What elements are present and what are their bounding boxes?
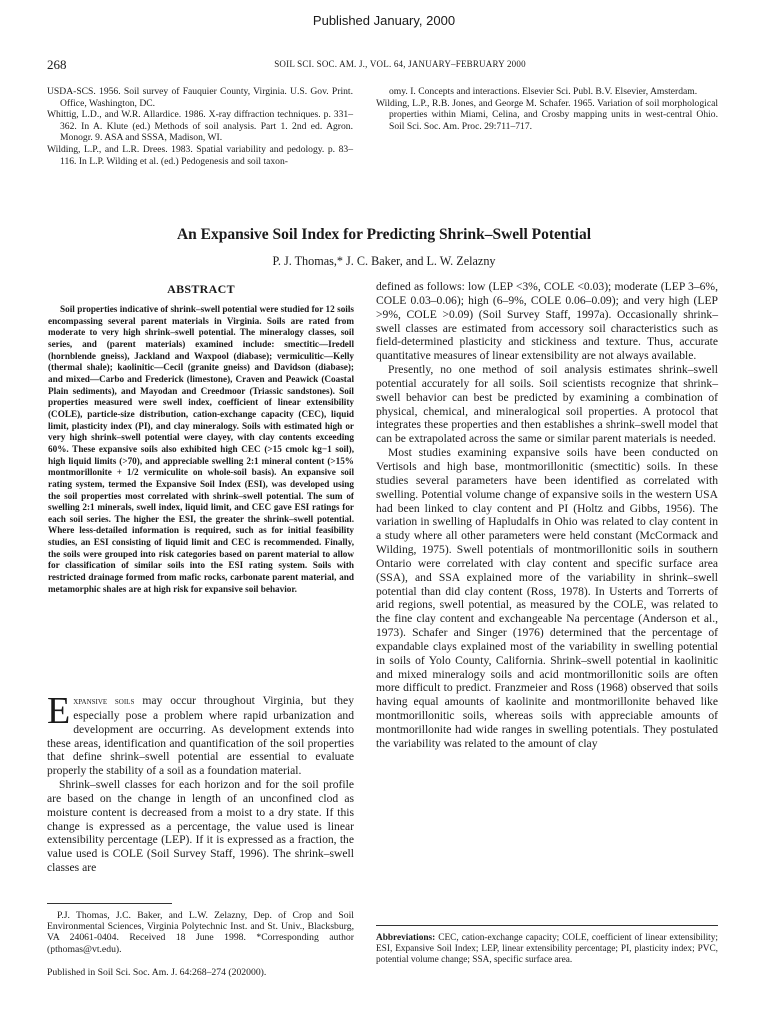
drop-cap: E: [47, 690, 71, 732]
body-paragraph: Most studies examining expansive soils have been conducted on Vertisols and high base, montmorillonitic (smectitic) soils. In these studies several parameters have been identified as correlated with swelling. Potential volume change of expansive soils in the western USA had been linked to clay content and PI (Holtz and Gibbs, 1956). The variation in swelling of Hapludalfs in Ohio was related to clay content in a study where all other parameters were held constant (McCormack and Wilding, 1975). Swell potentials of montmorillonitic soils in southern Ontario were correlated with clay content and specific surface area (SSA), and SSA explained more of the variability in shrink–swell potential than did clay content (Ross, 1978). In Usterts and Torrerts of arid regions, swell potential, as measured by the COLE, was related to the fine clay content and exchangeable Na percentage (Anderson et al., 1973). Schafer and Singer (1976) determined that the percentage of expandable clays explained most of the variability in swelling potential in soils of Yolo County, California. Shrink–swell potential in kaolinitic and mixed mineralogy soils and acid montmorillonitic soils are often more difficult to predict. Franzmeier and Ross (1968) observed that soils having equal amounts of kaolinite and montmorillonite behaved like montmorillonitic soils, whereas soils with appreciable amounts of montmorillonite had wide ranges in swelling potentials. They postulated the variability was related to the amount of clay: [376, 446, 718, 750]
abstract-text: Soil properties indicative of shrink–swell potential were studied for 12 soils encompassing several parent materials in Virginia. Soils are rated from moderate to very high shrink–swell potential. The mineralogy classes, soil series, and (parent materials) examined include: smectitic—Iredell (hornblende gneiss), Jackland and Waxpool (diabase); vermiculitic—Kelly (thermal shale); kaolinitic—Cecil (granite gneiss) and Davidson (diabase); and mixed—Carbo and Frederick (limestone), Craven and Peawick (Coastal Plain sediments), and Mayodan and Creedmoor (Triassic sandstones). Soil properties measured were swell index, coefficient of linear extensibility (COLE), particle-size distribution, cation-exchange capacity (CEC), liquid limit, plasticity index (PI), and clay mineralogy. Soils with estimated high or very high shrink–swell potential were clayey, with clay contents exceeding 60%. These expansive soils also exhibited high CEC (>15 cmolc kg−1 soil), high liquid limits (>70), and appreciable swelling 2:1 mineral content (>15% montmorillonite + 1/2 vermiculite on whole-soil basis). An expansive soil rating system, termed the Expansive Soil Index (ESI), was developed using the soil properties most correlated with shrink–swell potential. The sum of swelling 2:1 minerals, swell index, liquid limit, and CEC gave ESI ratings for each soil series. The higher the ESI, the greater the shrink–swell potential. Where less-detailed information is required, such as for initial feasibility studies, an ESI consisting of liquid limit and CEC is recommended. Finally, the soils were grouped into risk categories based on parent material to allow for classification of similar soils into the ESI rating system. Soils with restricted drainage formed from mafic rocks, carbonate parent material, and metamorphic shales are at high risk for expansive soil behavior.: [48, 304, 354, 594]
introduction-right-column: [376, 280, 718, 751]
intro-text: may occur throughout Virginia, but they especially pose a problem where rapid urbanization and development are occurring. As development extends into these areas, identification and quantification of the soil properties that define shrink–swell potential are essential to evaluate properly the stability of a soil as a foundation material.: [47, 694, 354, 778]
footnote-divider: [47, 903, 172, 904]
running-head: SOIL SCI. SOC. AM. J., VOL. 64, JANUARY–FEBRUARY 2000: [274, 59, 526, 69]
abbreviations-text: CEC, cation-exchange capacity; COLE, coefficient of linear extensibility; ESI, Expansive Soil Index; LEP, linear extensibility percentage; PI, plasticity index; PVC, potential volume change; SSA, specific surface area.: [376, 933, 718, 965]
page-number: 268: [47, 57, 67, 72]
author-affiliation: P.J. Thomas, J.C. Baker, and L.W. Zelazny, Dep. of Crop and Soil Environmental Sciences, Virginia Polytechnic Inst. and St. Univ., Blacksburg, VA 24061-0404. Received 18 June 1998. *Corresponding author (pthomas@vt.edu).: [47, 910, 354, 955]
body-paragraph: defined as follows: low (LEP <3%, COLE <0.03); moderate (LEP 3–6%, COLE 0.03–0.06); high (6–9%, COLE 0.06–0.09); and very high (LEP >9%, COLE >0.09) (Soil Survey Staff, 1997a). Occasionally shrink–swell classes are estimated from accessory soil characteristics such as field-determined plasticity and stickiness and texture. Thus, accurate quantitative measures of linear extensibility are not always available.: [376, 280, 718, 363]
body-paragraph: Presently, no one method of soil analysis estimates shrink–swell potential accurately for all soils. Soil scientists recognize that shrink–swell behavior can best be predicted by examining a combination of physical, chemical, and mineralogical soil properties. A protocol that integrates these properties and then establishes a shrink–swell model that can be extrapolated across the same or similar parent materials is needed.: [376, 363, 718, 446]
references-left-column: [47, 86, 353, 167]
introduction-left-column: [47, 690, 354, 875]
article-authors: P. J. Thomas,* J. C. Baker, and L. W. Zelazny: [272, 254, 496, 268]
reference-entry-continued: omy. I. Concepts and interactions. Elsevier Sci. Publ. B.V. Elsevier, Amsterdam.: [389, 86, 698, 97]
references-right-column: [376, 86, 718, 132]
abbreviations-divider: [376, 925, 718, 926]
intro-paragraph: [47, 690, 354, 778]
published-date: Published January, 2000: [312, 13, 456, 28]
intro-paragraph: Shrink–swell classes for each horizon and for the soil profile are based on the change in length of an unconfined clod as moisture content is decreased from a moist to a dry state. If this change is expressed as a percentage, the value used is linear extensibility percentage (LEP). If it is expressed as a fraction, the value used is COLE (Soil Survey Staff, 1996). The shrink–swell classes are: [47, 778, 354, 875]
abbreviations-note: [376, 933, 718, 966]
abstract-heading: ABSTRACT: [167, 282, 235, 296]
abbreviations-label: Abbreviations:: [376, 933, 436, 943]
reference-entry: Whittig, L.D., and W.R. Allardice. 1986. X-ray diffraction techniques. p. 331–362. In A. Klute (ed.) Methods of soil analysis. Part 1. 2nd ed. Agron. Monogr. 9. ASA and SSSA, Madison, WI.: [47, 109, 353, 144]
reference-entry: Wilding, L.P., and L.R. Drees. 1983. Spatial variability and pedology. p. 83–116. In L.P. Wilding et al. (ed.) Pedogenesis and soil taxon-: [47, 143, 353, 167]
reference-entry: USDA-SCS. 1956. Soil survey of Fauquier County, Virginia. U.S. Gov. Print. Office, Washington, DC.: [47, 86, 353, 109]
reference-entry: Wilding, L.P., R.B. Jones, and George M. Schafer. 1965. Variation of soil morphological properties within Miami, Celina, and Crosby mapping units in west-central Ohio. Soil Sci. Soc. Am. Proc. 29:711–717.: [376, 97, 718, 132]
intro-smallcaps: xpansive soils: [73, 696, 135, 707]
article-title: An Expansive Soil Index for Predicting Shrink–Swell Potential: [176, 226, 592, 243]
publication-citation: Published in Soil Sci. Soc. Am. J. 64:268–274 (202000).: [47, 967, 267, 978]
